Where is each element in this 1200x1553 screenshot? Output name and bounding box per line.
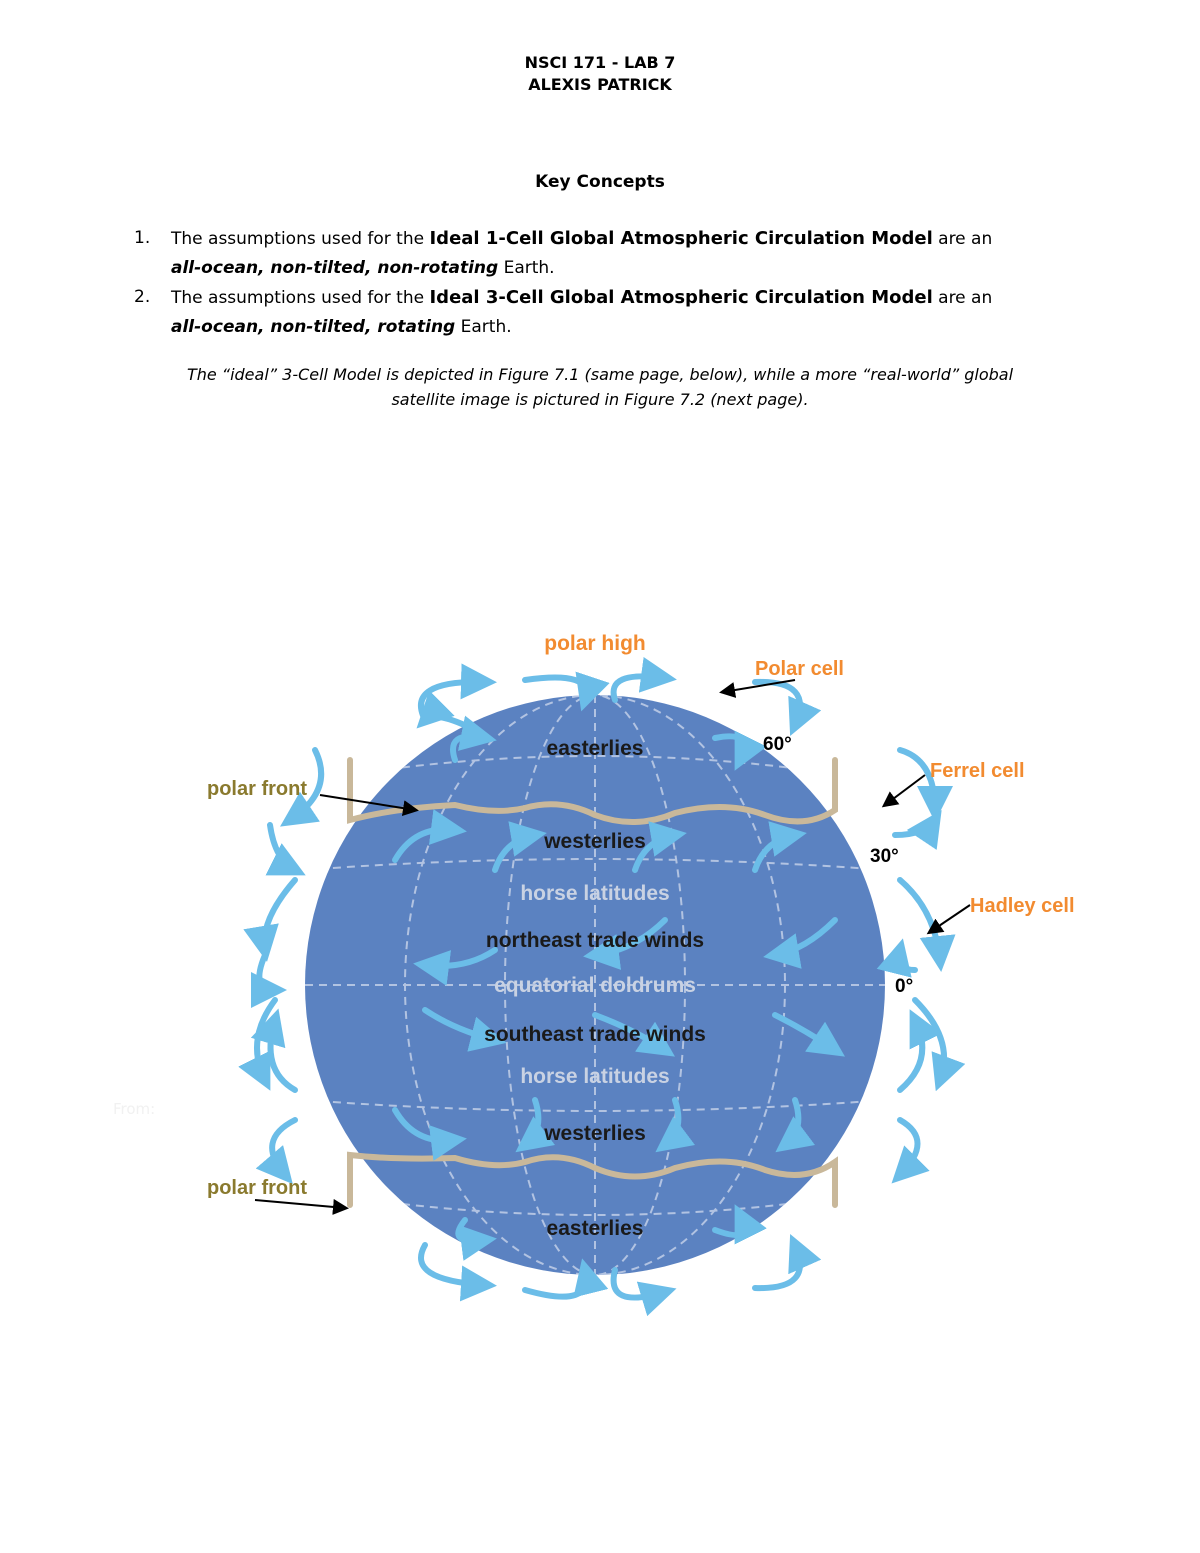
band-southeast-trades: southeast trade winds [484,1023,706,1046]
band-westerlies-north: westerlies [544,830,646,853]
three-cell-diagram [195,620,1115,1320]
label-lat-30: 30° [870,846,899,867]
course-title: NSCI 171 - LAB 7 [524,53,676,72]
model-assumptions: all-ocean, non-tilted, non-rotating [171,258,499,278]
caption-line: The “ideal” 3-Cell Model is depicted in Figure 7.1 (same page, below), while a more “real-world” global [186,365,1014,384]
label-lat-60: 60° [763,734,792,755]
model-name: Ideal 3-Cell Global Atmospheric Circulation Model [429,287,933,308]
label-ferrel-cell: Ferrel cell [930,760,1025,782]
model-name: Ideal 1-Cell Global Atmospheric Circulation Model [429,228,933,249]
label-polar-front-north: polar front [207,778,307,800]
label-polar-high: polar high [544,632,646,655]
concept-text: The assumptions used for the [171,288,430,308]
band-easterlies-south: easterlies [546,1217,644,1240]
concept-number: 1. [134,228,151,248]
circulation-figure [195,620,1115,1324]
band-northeast-trades: northeast trade winds [485,929,705,952]
band-easterlies-north: easterlies [546,737,644,760]
figure-caption [180,362,1020,412]
concept-list [134,224,1034,342]
document-header [0,52,1200,96]
concept-text: Earth. [498,258,555,278]
band-westerlies-south: westerlies [544,1122,646,1145]
concept-text: are an [932,229,993,249]
concept-text: The assumptions used for the [171,229,430,249]
model-assumptions: all-ocean, non-tilted, rotating [171,317,456,337]
author-name: ALEXIS PATRICK [528,75,672,94]
label-polar-cell: Polar cell [755,658,844,680]
label-lat-0: 0° [895,976,914,997]
concept-text: are an [932,288,993,308]
concept-text: Earth. [455,317,512,337]
concept-item [134,283,1034,342]
section-title: Key Concepts [535,172,665,192]
label-polar-front-south: polar front [207,1177,307,1199]
watermark-text: From: [113,1100,156,1118]
band-horse-latitudes-south: horse latitudes [520,1065,670,1088]
band-doldrums: equatorial doldrums [494,974,696,997]
label-hadley-cell: Hadley cell [970,895,1075,917]
concept-number: 2. [134,287,151,307]
caption-line: satellite image is pictured in Figure 7.2 (next page). [391,390,809,409]
band-horse-latitudes-north: horse latitudes [520,882,670,905]
concept-item [134,224,1034,283]
